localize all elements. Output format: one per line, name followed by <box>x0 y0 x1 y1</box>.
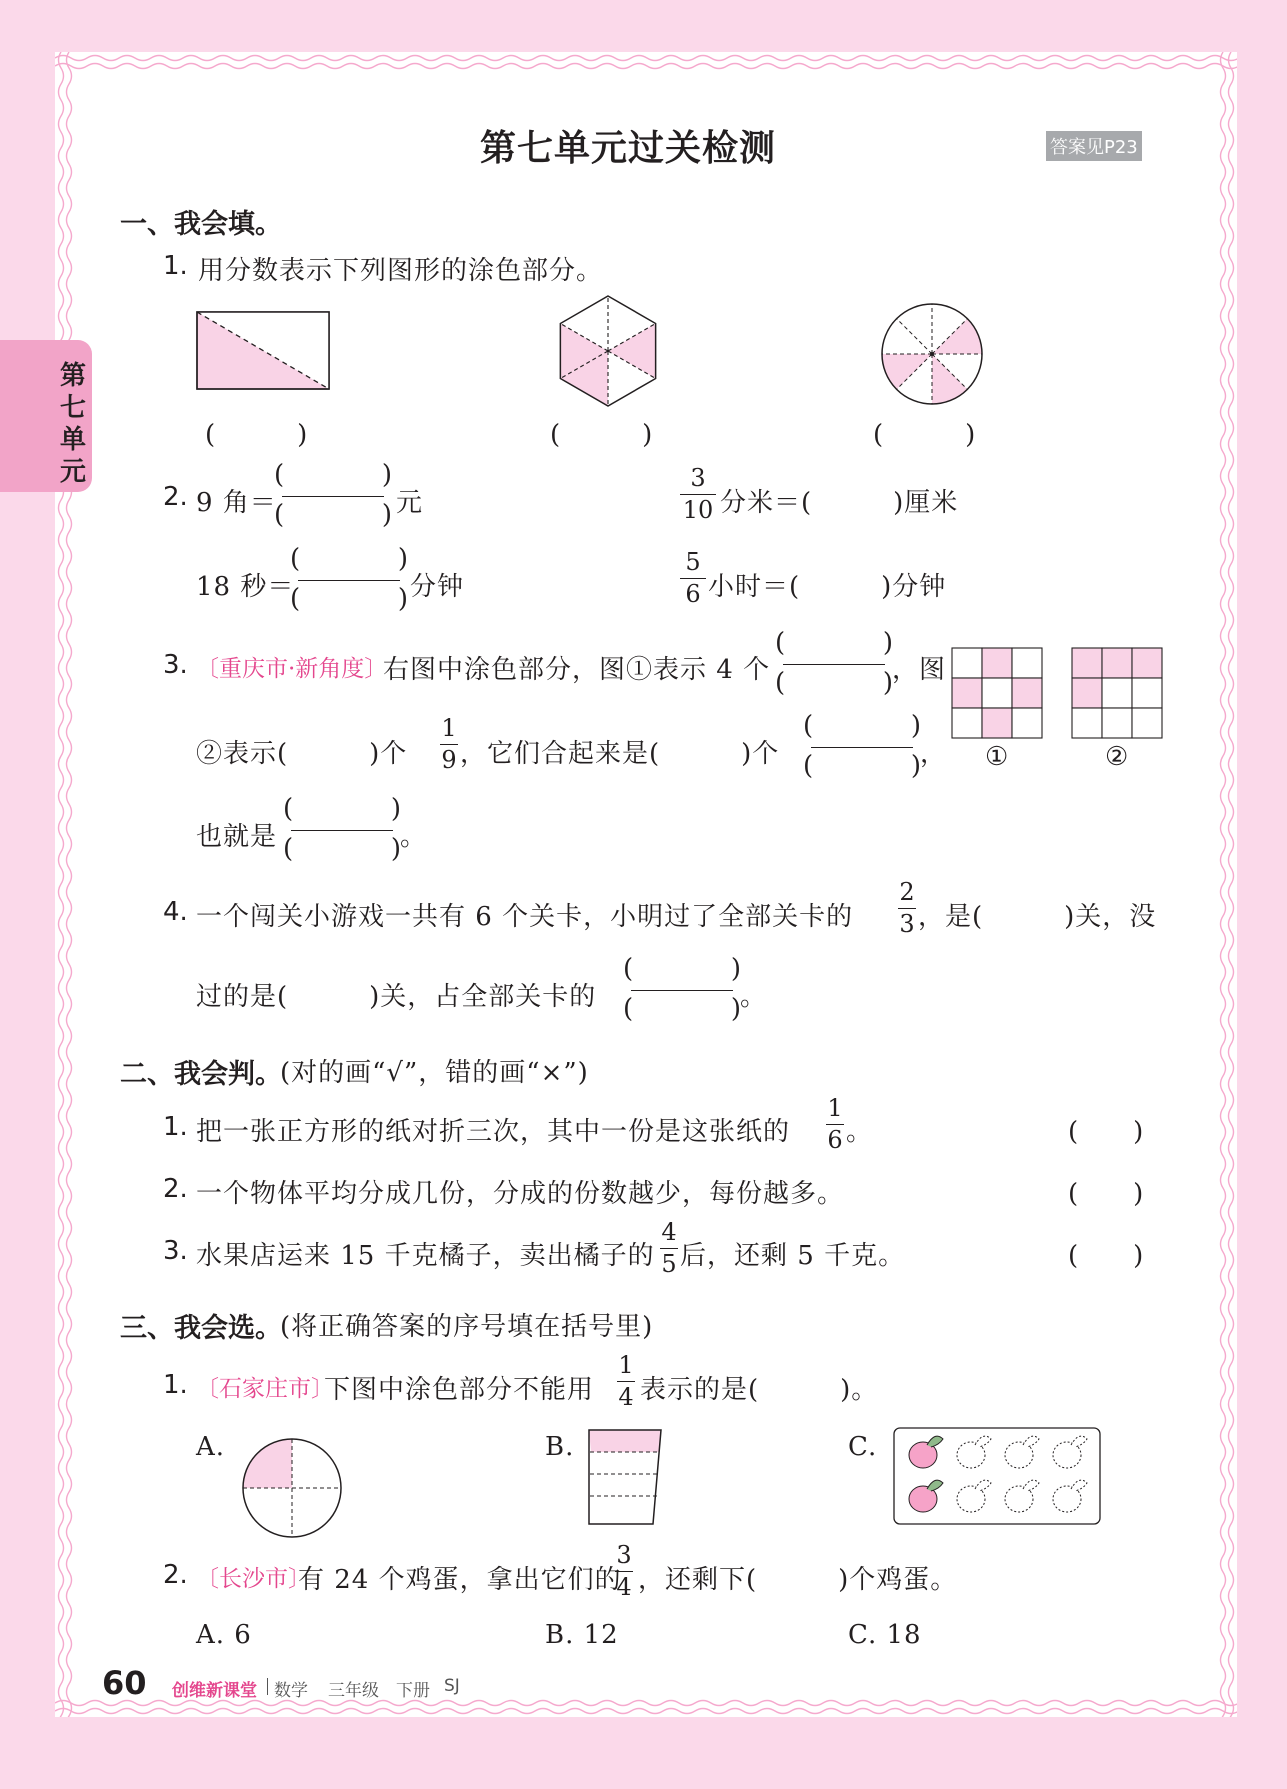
section1-heading: 一、我会填。 <box>120 209 282 240</box>
choice-q2-option-b[interactable]: B. 12 <box>545 1620 619 1650</box>
q4-fraction-blank[interactable]: ( ) ( ) <box>623 954 741 1024</box>
judge-q1-end: 。 <box>846 1117 874 1147</box>
q2d-text[interactable]: 小时＝( )分钟 <box>708 572 947 602</box>
q3-fraction-one-ninth: 1 9 <box>441 714 457 774</box>
judge-q3-fraction: 4 5 <box>661 1218 677 1278</box>
choice-q2-number: 2. <box>163 1560 188 1590</box>
choice-q2-source-tag: 〔长沙市〕 <box>196 1566 311 1592</box>
q2b-text[interactable]: 分米＝( )厘米 <box>720 488 959 518</box>
q2-number: 2. <box>163 482 188 512</box>
q4-line1: 一个闯关小游戏一共有 6 个关卡，小明过了全部关卡的 <box>196 902 854 932</box>
choice-q1-option-a[interactable]: A. <box>196 1432 226 1462</box>
q3-source-tag: 〔重庆市·新角度〕 <box>196 656 388 682</box>
q2a-fraction-blank[interactable]: ( ) ( ) <box>274 460 392 530</box>
hexagon-figure <box>553 292 663 410</box>
q3-line1: 右图中涂色部分，图①表示 4 个 <box>383 655 771 685</box>
choice-q1-option-b[interactable]: B. <box>545 1432 575 1462</box>
q2b-fraction: 3 10 <box>680 466 716 522</box>
q2a-left: 9 角＝ <box>196 488 277 518</box>
choice-q1-source-tag: 〔石家庄市〕 <box>196 1376 334 1402</box>
q3-line3-end: 。 <box>400 822 428 852</box>
judge-q2-number: 2. <box>163 1174 188 1204</box>
q3-line2b[interactable]: ，它们合起来是( )个 <box>460 739 780 769</box>
choice-q2-fraction: 3 4 <box>616 1541 632 1601</box>
q3-number: 3. <box>163 650 188 680</box>
section3-heading: 三、我会选。 <box>120 1313 282 1344</box>
q4-fraction-two-thirds: 2 3 <box>899 878 915 938</box>
choice-q1-option-c[interactable]: C. <box>848 1432 878 1462</box>
footer-volume: 下册 <box>396 1681 430 1701</box>
q3-fraction-blank-1[interactable]: ( ) ( ) <box>775 628 893 698</box>
choice-q1-end[interactable]: 表示的是( )。 <box>640 1375 879 1405</box>
q3-line2a[interactable]: ②表示( )个 <box>196 739 408 769</box>
q1-number: 1. <box>163 251 188 281</box>
answer-reference-badge: 答案见P23 <box>1046 131 1142 161</box>
footer-edition: SJ <box>444 1676 460 1696</box>
judge-q3-text: 水果店运来 15 千克橘子，卖出橘子的 <box>196 1241 655 1271</box>
footer-grade: 三年级 <box>328 1681 379 1701</box>
section2-instruction: (对的画“√”，错的画“×”) <box>280 1058 589 1088</box>
judge-q1-answer[interactable]: ( ) <box>1068 1117 1145 1147</box>
section2-heading: 二、我会判。 <box>120 1059 282 1090</box>
q1-answer-blank-1[interactable]: ( ) <box>205 420 309 450</box>
choice-q1-text: 下图中涂色部分不能用 <box>324 1375 595 1405</box>
footer-divider <box>267 1678 268 1695</box>
page-title: 第七单元过关检测 <box>480 128 777 169</box>
q3-line2-end: ， <box>920 739 948 769</box>
q1-text: 用分数表示下列图形的涂色部分。 <box>198 256 604 286</box>
q2a-right: 元 <box>396 488 424 518</box>
judge-q2-answer[interactable]: ( ) <box>1068 1179 1145 1209</box>
judge-q3-answer[interactable]: ( ) <box>1068 1241 1145 1271</box>
page-number: 60 <box>102 1664 147 1702</box>
judge-q1-number: 1. <box>163 1112 188 1142</box>
circle-figure <box>878 300 986 408</box>
grid-figure-2-label: ② <box>1105 742 1130 772</box>
q3-fraction-blank-3[interactable]: ( ) ( ) <box>283 794 401 864</box>
choice-q2-option-a[interactable]: A. 6 <box>196 1620 252 1650</box>
grid-figure-1-label: ① <box>985 742 1010 772</box>
q4-number: 4. <box>163 897 188 927</box>
q3-fraction-blank-2[interactable]: ( ) ( ) <box>803 711 921 781</box>
section3-instruction: (将正确答案的序号填在括号里) <box>280 1312 654 1342</box>
q4-line2-end: 。 <box>740 982 768 1012</box>
q3-line1-end: ，图 <box>892 655 947 685</box>
q4-line2[interactable]: 过的是( )关，占全部关卡的 <box>196 982 597 1012</box>
judge-q1-text: 把一张正方形的纸对折三次，其中一份是这张纸的 <box>196 1117 791 1147</box>
grid-figure-2 <box>1070 646 1166 742</box>
grid-figure-1 <box>950 646 1046 742</box>
option-b-trapezoid <box>587 1428 667 1526</box>
q4-line1b[interactable]: ，是( )关，没 <box>918 902 1157 932</box>
judge-q3-end: 后，还剩 5 千克。 <box>680 1241 906 1271</box>
side-tab-label: 第七单元 <box>59 361 86 487</box>
judge-q3-number: 3. <box>163 1236 188 1266</box>
q1-answer-blank-2[interactable]: ( ) <box>550 420 654 450</box>
footer-brand: 创维新课堂 <box>172 1681 257 1701</box>
q2d-fraction: 5 6 <box>680 550 706 606</box>
rectangle-figure <box>195 305 335 391</box>
q2c-left: 18 秒＝ <box>196 572 295 602</box>
choice-q2-end[interactable]: ，还剩下( )个鸡蛋。 <box>638 1565 958 1595</box>
choice-q1-number: 1. <box>163 1370 188 1400</box>
q2c-fraction-blank[interactable]: ( ) ( ) <box>290 544 408 614</box>
q2c-right: 分钟 <box>410 572 465 602</box>
judge-q1-fraction: 1 6 <box>827 1094 843 1154</box>
judge-q2-text: 一个物体平均分成几份，分成的份数越少，每份越多。 <box>196 1179 845 1209</box>
footer-subject: 数学 <box>274 1681 308 1701</box>
choice-q1-fraction: 1 4 <box>618 1351 634 1411</box>
option-a-circle <box>240 1436 344 1540</box>
choice-q2-text: 有 24 个鸡蛋，拿出它们的 <box>298 1565 622 1595</box>
q1-answer-blank-3[interactable]: ( ) <box>873 420 977 450</box>
q3-line3: 也就是 <box>196 822 278 852</box>
choice-q2-option-c[interactable]: C. 18 <box>848 1620 922 1650</box>
option-c-radish-box <box>893 1427 1102 1526</box>
